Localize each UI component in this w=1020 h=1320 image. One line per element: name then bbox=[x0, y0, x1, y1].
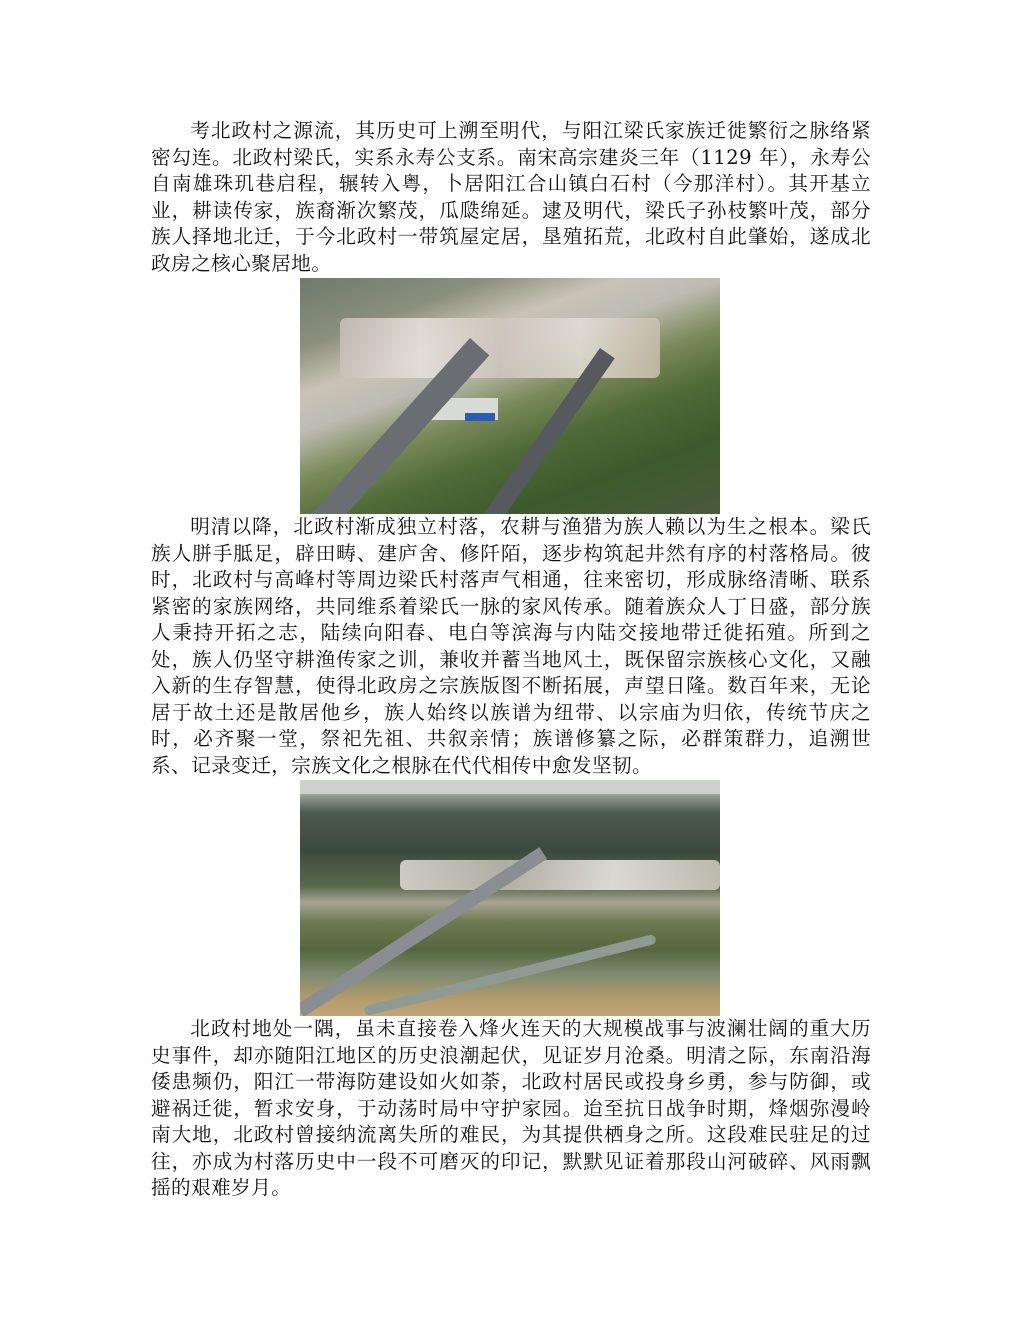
village-buildings bbox=[400, 860, 720, 890]
document-page bbox=[151, 118, 871, 1202]
aerial-photo-valley-river bbox=[300, 780, 720, 1016]
paragraph-ming-qing: 明清以降，北政村渐成独立村落，农耕与渔猎为族人赖以为生之根本。梁氏族人胼手胝足，辟田畴、建庐舍、修阡陌，逐步构筑起井然有序的村落格局。彼时，北政村与高峰村等周边梁氏村落声气相通，往来密切，形成脉络清晰、联系紧密的家族网络，共同维系着梁氏一脉的家风传承。随着族众人丁日盛，部分族人秉持开拓之志，陆续向阳春、电白等滨海与内陆交接地带迁徙拓殖。所到之处，族人仍坚守耕渔传家之训，兼收并蓄当地风土，既保留宗族核心文化，又融入新的生存智慧，使得北政房之宗族版图不断拓展，声望日隆。数百年来，无论居于故土还是散居他乡，族人始终以族谱为纽带、以宗庙为归依，传统节庆之时，必齐聚一堂，祭祀先祖、共叙亲情；族谱修纂之际，必群策群力，追溯世系、记录变迁，宗族文化之根脉在代代相传中愈发坚韧。 bbox=[151, 515, 871, 777]
aerial-photo-village-highway bbox=[300, 278, 720, 514]
blue-wall bbox=[465, 413, 495, 421]
paragraph-origin: 考北政村之源流，其历史可上溯至明代，与阳江梁氏家族迁徙繁衍之脉络紧密勾连。北政村梁氏，实系永寿公支系。南宋高宗建炎三年（1129 年），永寿公自南雄珠玑巷启程，辗转入粤，卜居阳江合山镇白石村（今那洋村）。其开基立业，耕读传家，族裔渐次繁茂，瓜瓞绵延。逮及明代，梁氏子孙枝繁叶茂，部分族人择地北迁，于今北政村一带筑屋定居，垦殖拓荒，北政村自此肇始，遂成北政房之核心聚居地。 bbox=[151, 119, 871, 275]
sky bbox=[300, 780, 720, 794]
village-buildings bbox=[340, 318, 660, 378]
paragraph-history-events: 北政村地处一隅，虽未直接卷入烽火连天的大规模战事与波澜壮阔的重大历史事件，却亦随阳江地区的历史浪潮起伏，见证岁月沧桑。明清之际，东南沿海倭患频仍，阳江一带海防建设如火如荼，北政村居民或投身乡勇，参与防御，或避祸迁徙，暂求安身，于动荡时局中守护家园。迨至抗日战争时期，烽烟弥漫岭南大地，北政村曾接纳流离失所的难民，为其提供栖身之所。这段难民驻足的过往，亦成为村落历史中一段不可磨灭的印记，默默见证着那段山河破碎、风雨飘摇的艰难岁月。 bbox=[151, 1017, 871, 1199]
